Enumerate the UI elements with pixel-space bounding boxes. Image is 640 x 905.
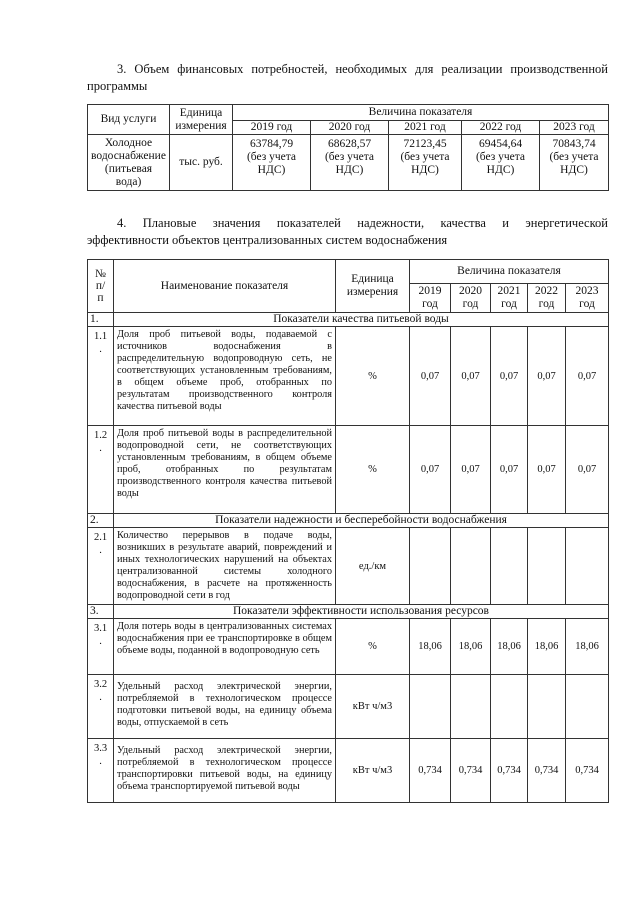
row-value: 0,07 [566, 327, 609, 426]
row-no-line: 3.3 [93, 743, 108, 754]
finance-vat-line-2: НДС) [486, 164, 515, 176]
year-word: год [462, 298, 479, 310]
row-value: 0,07 [528, 327, 566, 426]
section-3-heading [87, 61, 608, 95]
row-value [566, 528, 609, 605]
row-value: 0,07 [451, 426, 491, 514]
row-no [88, 327, 114, 426]
section-title: Показатели эффективности использования ресурсов [114, 605, 609, 619]
section-3-heading-line-2: программы [87, 79, 148, 93]
table-row [88, 739, 609, 803]
row-name: Удельный расход электрической энергии, потребляемой в технологическом процессе подготовки питьевой воды, на единицу объема воды, отпускаемой в сеть [114, 675, 336, 739]
finance-value: 70843,74 [552, 138, 596, 150]
col-name: Наименование показателя [114, 260, 336, 313]
row-no-line: . [99, 756, 102, 767]
row-no-line: . [99, 692, 102, 703]
row-value: 18,06 [410, 619, 451, 675]
finance-col-unit [170, 105, 233, 135]
row-value: 0,07 [566, 426, 609, 514]
row-unit: % [336, 426, 410, 514]
row-value: 0,07 [528, 426, 566, 514]
row-value: 0,734 [451, 739, 491, 803]
row-value: 0,734 [410, 739, 451, 803]
row-value: 0,07 [451, 327, 491, 426]
row-no [88, 528, 114, 605]
row-no-line: 1.2 [93, 430, 108, 441]
row-value [528, 528, 566, 605]
table-row [88, 528, 609, 605]
year-number: 2023 [575, 285, 599, 297]
col-unit-line-2: измерения [346, 286, 399, 298]
col-value: Величина показателя [410, 260, 609, 284]
row-unit: кВт ч/м3 [336, 739, 410, 803]
section-no: 2. [88, 514, 114, 528]
row-name: Количество перерывов в подаче воды, возникших в результате аварий, повреждений и иных технологических нарушений на объектах централизованной системы холодного водоснабжения, в расчете на протяженность водопроводной сети в год [114, 528, 336, 605]
finance-vat-line-2: НДС) [335, 164, 364, 176]
finance-value: 63784,79 [249, 138, 294, 150]
section-no: 1. [88, 313, 114, 327]
row-value: 0,07 [410, 426, 451, 514]
year-word: год [579, 298, 595, 310]
finance-vat-line-2: НДС) [257, 164, 286, 176]
row-value: 0,07 [491, 426, 528, 514]
year-2020 [451, 284, 491, 313]
year-2023 [566, 284, 609, 313]
row-no-line: 3.2 [93, 679, 108, 690]
row-no-line: 3.1 [93, 623, 108, 634]
row-value: 18,06 [528, 619, 566, 675]
finance-value-cell [389, 135, 462, 191]
section-row [88, 605, 609, 619]
row-value [410, 528, 451, 605]
finance-vat-line-2: НДС) [411, 164, 439, 176]
year-word: год [422, 298, 438, 310]
row-value: 18,06 [566, 619, 609, 675]
finance-vat-line-1: (без учета [324, 151, 375, 163]
finance-vat-line-1: (без учета [400, 151, 450, 163]
finance-service-line: Холодное [104, 136, 153, 149]
finance-vat-line-1: (без учета [549, 151, 599, 163]
row-name: Доля потерь воды в централизованных системах водоснабжения при ее транспортировке в общем объеме воды, поданной в водопроводную сеть [114, 619, 336, 675]
col-no-line: № [95, 268, 106, 280]
section-title: Показатели качества питьевой воды [114, 313, 609, 327]
finance-col-service: Вид услуги [88, 105, 170, 135]
row-unit: % [336, 619, 410, 675]
finance-value: 69454,64 [478, 138, 523, 150]
year-number: 2019 [418, 285, 442, 297]
finance-year-2021: 2021 год [389, 121, 462, 135]
section-title: Показатели надежности и бесперебойности водоснабжения [114, 514, 609, 528]
table-row [88, 619, 609, 675]
finance-vat-line-1: (без учета [246, 151, 297, 163]
table-row [88, 426, 609, 514]
row-value [491, 528, 528, 605]
row-name: Доля проб питьевой воды, подаваемой с источников водоснабжения в распределительную водопроводную сеть, не соответствующих установленным требованиям, в общем объеме проб, отобранных по результатам производственного контроля качества питьевой воды [114, 327, 336, 426]
row-no-line: . [99, 545, 102, 556]
year-2021 [491, 284, 528, 313]
year-number: 2020 [459, 285, 482, 297]
row-value: 0,07 [491, 327, 528, 426]
finance-col-value: Величина показателя [233, 105, 609, 121]
col-no-line: п/ [95, 280, 106, 292]
year-word: год [501, 298, 517, 310]
row-no-line: . [99, 636, 102, 647]
finance-col-unit-line-2: измерения [175, 119, 227, 132]
finance-year-2020: 2020 год [311, 121, 389, 135]
finance-value: 68628,57 [327, 138, 372, 150]
row-no-line: 1.1 [93, 331, 108, 342]
row-no [88, 739, 114, 803]
row-no-line: . [99, 344, 102, 355]
finance-value-cell [311, 135, 389, 191]
col-unit [336, 260, 410, 313]
row-unit: % [336, 327, 410, 426]
col-no [88, 260, 114, 313]
year-2022 [528, 284, 566, 313]
row-unit: ед./км [336, 528, 410, 605]
finance-service-line: вода) [115, 175, 142, 188]
finance-vat-line-2: НДС) [560, 164, 588, 176]
finance-service-line: водоснабжение [91, 149, 166, 162]
row-unit: кВт ч/м3 [336, 675, 410, 739]
section-no: 3. [88, 605, 114, 619]
row-value: 18,06 [491, 619, 528, 675]
section-row [88, 313, 609, 327]
finance-service-line: (питьевая [104, 162, 153, 175]
year-word: год [538, 298, 555, 310]
col-no-line: п [97, 292, 104, 304]
row-no-line: 2.1 [93, 532, 108, 543]
row-value: 18,06 [451, 619, 491, 675]
row-name: Доля проб питьевой воды в распределительной водопроводной сети, не соответствующих установленным требованиям, в общем объеме проб, отобранных по результатам производственного контроля качества питьевой воды [114, 426, 336, 514]
finance-year-2022: 2022 год [462, 121, 540, 135]
row-value [451, 528, 491, 605]
row-value: 0,734 [491, 739, 528, 803]
finance-value: 72123,45 [403, 138, 447, 150]
finance-value-cell [233, 135, 311, 191]
row-value [566, 675, 609, 739]
row-value: 0,734 [528, 739, 566, 803]
row-no [88, 426, 114, 514]
finance-value-cell [540, 135, 609, 191]
finance-table [87, 104, 609, 191]
finance-col-unit-line-1: Единица [179, 106, 223, 119]
year-2019 [410, 284, 451, 313]
finance-value-cell [462, 135, 540, 191]
row-value: 0,07 [410, 327, 451, 426]
year-number: 2021 [497, 285, 521, 297]
row-value [491, 675, 528, 739]
row-value [451, 675, 491, 739]
row-no-line: . [99, 443, 102, 454]
section-3-heading-line-1: 3. Объем финансовых потребностей, необходимых для реализации производственной [117, 62, 608, 76]
row-value [410, 675, 451, 739]
section-4-heading-line-1: 4. Плановые значения показателей надежности, качества и энергетической [117, 216, 608, 230]
table-row [88, 327, 609, 426]
finance-row [88, 135, 609, 191]
indicators-table [87, 259, 609, 803]
row-no [88, 675, 114, 739]
table-row [88, 675, 609, 739]
finance-vat-line-1: (без учета [475, 151, 526, 163]
finance-year-2023: 2023 год [540, 121, 609, 135]
section-row [88, 514, 609, 528]
col-unit-line-1: Единица [351, 273, 394, 285]
row-no [88, 619, 114, 675]
year-number: 2022 [535, 285, 558, 297]
section-4-heading [87, 215, 608, 249]
row-value: 0,734 [566, 739, 609, 803]
section-4-heading-line-2: эффективности объектов централизованных систем водоснабжения [87, 233, 448, 247]
row-name: Удельный расход электрической энергии, потребляемой в технологическом процессе транспортировки питьевой воды, на единицу объема транспортируемой питьевой воды [114, 739, 336, 803]
finance-unit-cell: тыс. руб. [170, 135, 233, 191]
finance-year-2019: 2019 год [233, 121, 311, 135]
finance-service-cell [88, 135, 170, 191]
row-value [528, 675, 566, 739]
